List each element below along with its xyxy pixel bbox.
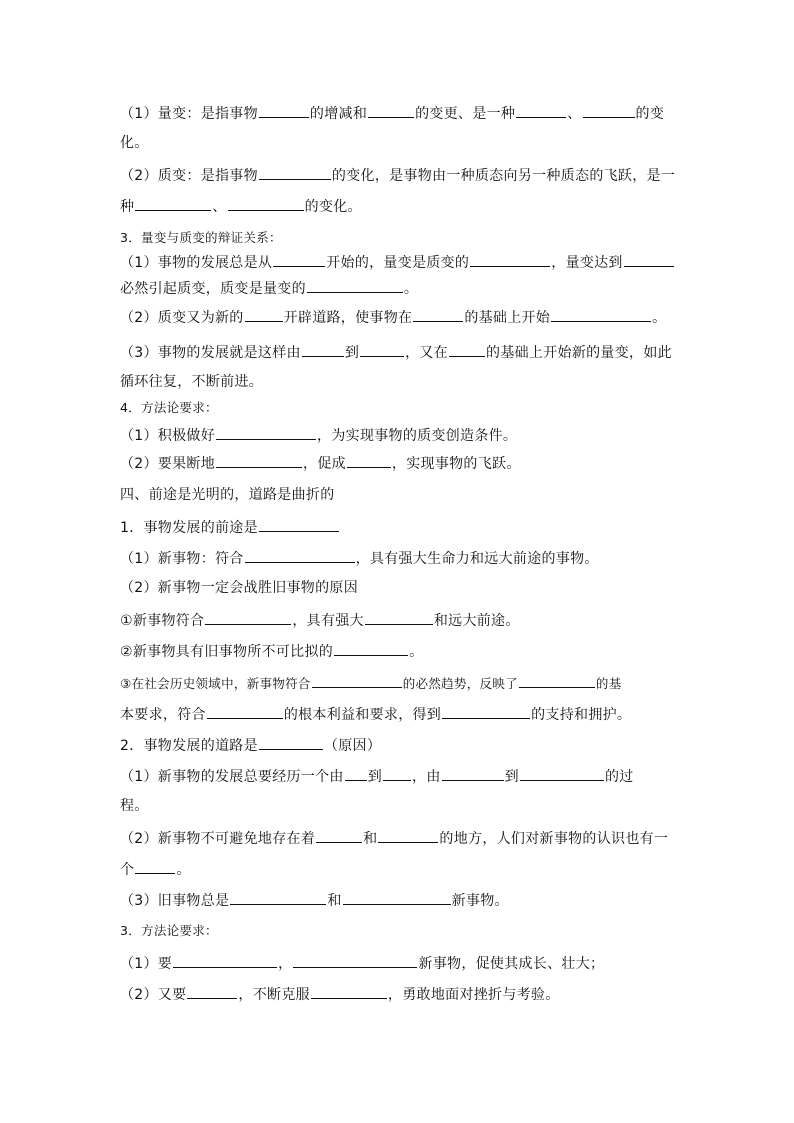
answer-blank[interactable]: [307, 277, 403, 293]
answer-blank[interactable]: [343, 889, 451, 905]
answer-blank[interactable]: [583, 102, 635, 118]
answer-blank[interactable]: [347, 452, 391, 468]
line-10: 循环往复，不断前进。: [120, 374, 263, 390]
line-3: （2）质变：是指事物 的变化，是事物由一种质态向另一种质态的飞跃，是一: [120, 164, 675, 186]
line-25: （2）新事物不可避免地存在着 和 的地方，人们对新事物的认识也有一: [120, 827, 668, 849]
answer-blank[interactable]: [516, 102, 566, 118]
answer-blank[interactable]: [245, 306, 283, 322]
line-1: （1）量变：是指事物 的增减和 的变更、是一种 、 的变: [120, 102, 664, 124]
answer-blank[interactable]: [519, 672, 595, 688]
line-6: （1）事物的发展总是从 开始的，量变是质变的 ，量变达到: [120, 251, 675, 273]
line-26: 个 。: [120, 858, 191, 880]
line-30: （2）又要 ，不断克服 ，勇敢地面对挫折与考验。: [120, 983, 560, 1005]
line-4: 种 、 的变化。: [120, 195, 362, 217]
line-29: （1）要 ， 新事物，促使其成长、壮大；: [120, 952, 604, 974]
answer-blank[interactable]: [442, 703, 530, 719]
line-20: ③在社会历史领域中，新事物符合 的必然趋势，反映了 的基: [120, 672, 622, 694]
answer-blank[interactable]: [302, 341, 344, 357]
answer-blank[interactable]: [551, 306, 651, 322]
line-19: ②新事物具有旧事物所不可比拟的 。: [120, 640, 423, 662]
line-27: （3）旧事物总是 和 新事物。: [120, 889, 509, 911]
answer-blank[interactable]: [216, 424, 316, 440]
line-13: （2）要果断地 ，促成 ，实现事物的飞跃。: [120, 452, 521, 474]
answer-blank[interactable]: [368, 102, 414, 118]
answer-blank[interactable]: [228, 195, 304, 211]
section-heading: 3．量变与质变的辩证关系：: [120, 230, 282, 245]
section-heading: 3．方法论要求：: [120, 923, 218, 938]
answer-blank[interactable]: [259, 734, 323, 750]
answer-blank[interactable]: [378, 827, 438, 843]
answer-blank[interactable]: [470, 251, 550, 267]
answer-blank[interactable]: [135, 195, 211, 211]
answer-blank[interactable]: [207, 703, 283, 719]
answer-blank[interactable]: [205, 609, 291, 625]
answer-blank[interactable]: [360, 341, 404, 357]
line-18: ①新事物符合 ，具有强大 和远大前途。: [120, 609, 520, 631]
line-21: 本要求，符合 的根本利益和要求，得到 的支持和拥护。: [120, 703, 631, 725]
answer-blank[interactable]: [273, 251, 325, 267]
answer-blank[interactable]: [173, 952, 277, 968]
answer-blank[interactable]: [245, 547, 355, 563]
line-16: （1）新事物：符合 ，具有强大生命力和远大前途的事物。: [120, 547, 599, 569]
answer-blank[interactable]: [316, 827, 362, 843]
answer-blank[interactable]: [216, 452, 302, 468]
answer-blank[interactable]: [520, 765, 604, 781]
answer-blank[interactable]: [449, 341, 485, 357]
answer-blank[interactable]: [383, 765, 411, 781]
answer-blank[interactable]: [442, 765, 504, 781]
answer-blank[interactable]: [259, 164, 331, 180]
line-7: 必然引起质变，质变是量变的 。: [120, 277, 418, 299]
answer-blank[interactable]: [345, 765, 367, 781]
line-17: （2）新事物一定会战胜旧事物的原因: [120, 580, 359, 596]
line-2: 化。: [120, 135, 149, 151]
line-22: 2．事物发展的道路是 （原因）: [120, 734, 381, 756]
line-9: （3）事物的发展就是这样由 到 ，又在 的基础上开始新的量变，如此: [120, 341, 672, 363]
answer-blank[interactable]: [365, 609, 433, 625]
section-heading: 4．方法论要求：: [120, 400, 218, 415]
answer-blank[interactable]: [259, 102, 309, 118]
answer-blank[interactable]: [135, 858, 175, 874]
answer-blank[interactable]: [293, 952, 417, 968]
answer-blank[interactable]: [312, 672, 402, 688]
answer-blank[interactable]: [187, 983, 237, 999]
answer-blank[interactable]: [259, 516, 339, 532]
answer-blank[interactable]: [230, 889, 326, 905]
answer-blank[interactable]: [413, 306, 463, 322]
answer-blank[interactable]: [624, 251, 674, 267]
line-24: 程。: [120, 798, 149, 814]
line-15: 1．事物发展的前途是: [120, 516, 340, 538]
line-8: （2）质变又为新的 开辟道路，使事物在 的基础上开始 。: [120, 306, 666, 328]
part-heading: 四、前途是光明的，道路是曲折的: [120, 487, 335, 503]
line-12: （1）积极做好 ，为实现事物的质变创造条件。: [120, 424, 517, 446]
line-23: （1）新事物的发展总要经历一个由 到 ，由 到 的过: [120, 765, 634, 787]
answer-blank[interactable]: [334, 640, 408, 656]
answer-blank[interactable]: [311, 983, 387, 999]
